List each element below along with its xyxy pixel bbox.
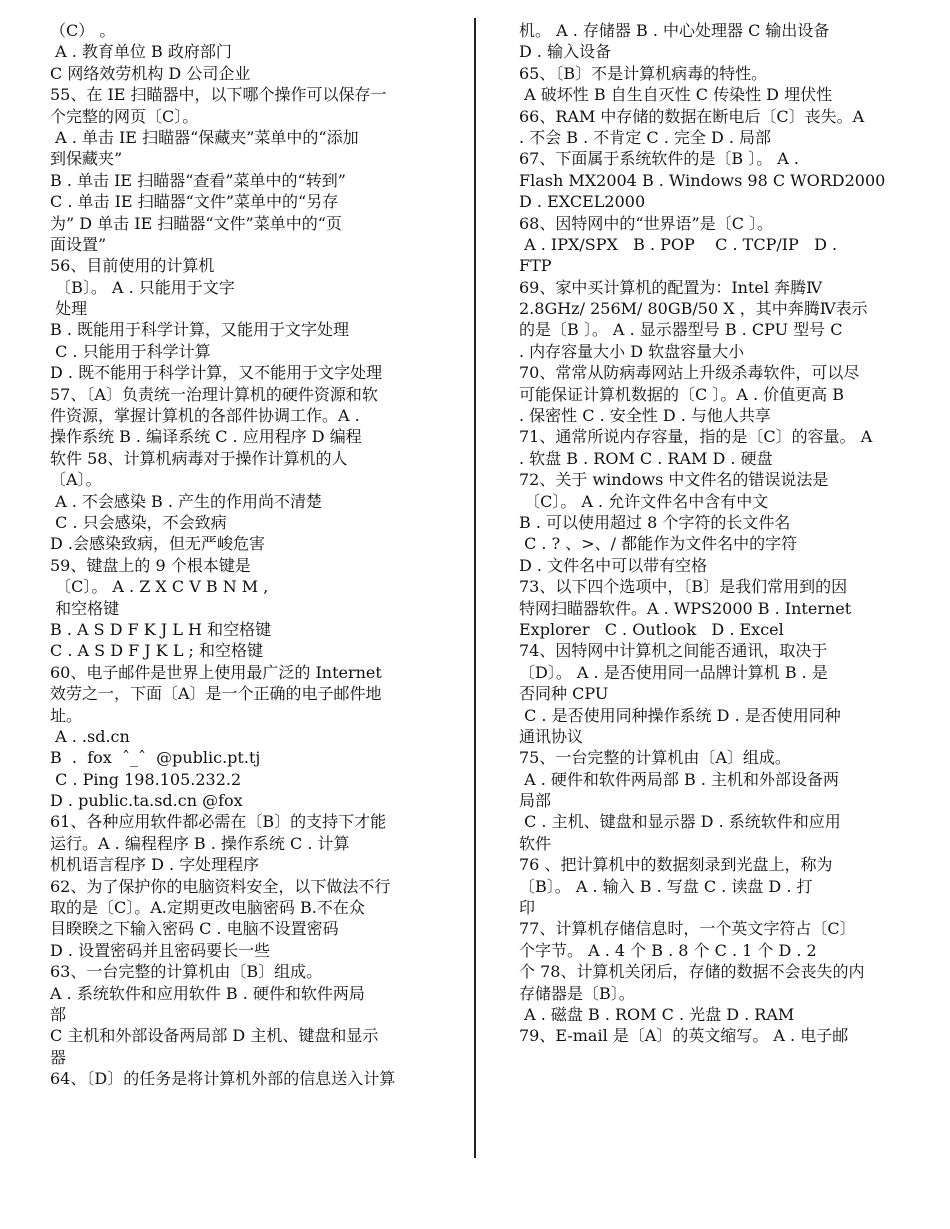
text-line: 65、〔B〕不是计算机病毒的特性。 [519, 63, 768, 83]
text-line: FTP [519, 256, 552, 276]
text-line: A 破坏性 B 自生自灭性 C 传染性 D 埋伏性 [519, 85, 833, 105]
text-line: C . ? 、>、/ 都能作为文件名中的字符 [519, 534, 798, 554]
text-line: 个完整的网页〔C〕。 [50, 106, 199, 126]
text-line: 个 78、计算机关闭后，存储的数据不会丧失的内 [519, 962, 865, 982]
text-line: 处理 [50, 299, 88, 319]
text-line: C . A S D F J K L ; 和空格键 [50, 641, 264, 661]
text-line: 62、为了保护你的电脑资料安全，以下做法不行 [50, 876, 391, 896]
text-line: C . 只会感染，不会致病 [50, 512, 227, 532]
text-line: 73、以下四个选项中，〔B〕是我们常用到的因 [519, 577, 848, 597]
text-line: Explorer C . Outlook D . Excel [519, 619, 784, 639]
text-line: 61、各种应用软件都必需在〔B〕的支持下才能 [50, 812, 387, 832]
text-line: 2.8GHz/ 256M/ 80GB/50 X ，其中奔腾Ⅳ表示 [519, 299, 868, 319]
text-line: 存储器是〔B〕。 [519, 983, 635, 1003]
text-line: 特网扫瞄器软件。A . WPS2000 B . Internet [519, 598, 852, 618]
text-line: . 不会 B . 不肯定 C . 完全 D . 局部 [519, 127, 772, 147]
text-line: 运行。A . 编程程序 B . 操作系统 C . 计算 [50, 833, 350, 853]
text-line: 局部 [519, 791, 552, 811]
text-line: 63、一台完整的计算机由〔B〕组成。 [50, 962, 323, 982]
text-line: 71、通常所说内存容量，指的是〔C〕的容量。 A [519, 427, 873, 447]
text-line: D .会感染致病，但无严峻危害 [50, 534, 266, 554]
text-line: 和空格键 [50, 598, 120, 618]
text-line: 59、键盘上的 9 个根本键是 [50, 555, 251, 575]
text-line: A . 不会感染 B . 产生的作用尚不清楚 [50, 491, 323, 511]
text-line: 件资源，掌握计算机的各部件协调工作。A . [50, 406, 360, 426]
text-line: 66、RAM 中存储的数据在断电后〔C〕丧失。A [519, 106, 865, 126]
text-line: A . 硬件和软件两局部 B . 主机和外部设备两 [519, 769, 840, 789]
text-line: C . 是否使用同种操作系统 D . 是否使用同种 [519, 705, 841, 725]
text-line: A . 磁盘 B . ROM C . 光盘 D . RAM [519, 1004, 795, 1024]
text-line: 74、因特网中计算机之间能否通讯，取决于 [519, 641, 828, 661]
text-line: （C） 。 [50, 21, 116, 40]
text-line: 60、电子邮件是世界上使用最广泛的 Internet [50, 662, 382, 682]
text-line: 79、E-mail 是〔A〕的英文缩写。 A . 电子邮 [519, 1026, 849, 1046]
text-line: 机机语言程序 D . 字处理程序 [50, 855, 260, 875]
text-line: 为” D 单击 IE 扫瞄器“文件”菜单中的“页 [50, 213, 342, 233]
text-line: 〔B〕。 A . 输入 B . 写盘 C . 读盘 D . 打 [519, 876, 813, 896]
text-line: 76 、把计算机中的数据刻录到光盘上，称为 [519, 855, 833, 875]
column-divider [474, 18, 476, 1158]
text-line: 软件 [519, 833, 552, 853]
text-line: A . 单击 IE 扫瞄器“保藏夹”菜单中的“添加 [50, 127, 359, 147]
text-line: 效劳之一，下面〔A〕是一个正确的电子邮件地 [50, 684, 382, 704]
text-line: 软件 58、计算机病毒对于操作计算机的人 [50, 448, 348, 468]
text-line: A . .sd.cn [50, 726, 130, 746]
text-line: 通讯协议 [519, 726, 584, 746]
text-line: 〔D〕。 A . 是否使用同一品牌计算机 B . 是 [519, 662, 828, 682]
text-line: 否同种 CPU [519, 684, 609, 704]
text-line: 57、〔A〕负责统一治理计算机的硬件资源和软 [50, 384, 378, 404]
text-line: 67、下面属于系统软件的是〔B 〕。 A . [519, 149, 800, 169]
text-line: D . 既不能用于科学计算，又不能用于文字处理 [50, 363, 383, 383]
text-line: 个字节。 A . 4 个 B . 8 个 C . 1 个 D . 2 [519, 940, 817, 960]
text-line: 面设置” [50, 234, 107, 254]
text-line: D . public.ta.sd.cn @fox [50, 791, 243, 811]
text-line: C . 单击 IE 扫瞄器“文件”菜单中的“另存 [50, 192, 339, 212]
text-line: C 主机和外部设备两局部 D 主机、键盘和显示 [50, 1026, 379, 1046]
text-line: B . 既能用于科学计算，又能用于文字处理 [50, 320, 350, 340]
text-line: D . EXCEL2000 [519, 192, 646, 212]
text-line: D . 设置密码并且密码要长一些 [50, 940, 271, 960]
text-line: 址。 [50, 705, 83, 725]
text-line: D . 文件名中可以带有空格 [519, 555, 708, 575]
text-line: C 网络效劳机构 D 公司企业 [50, 63, 251, 83]
text-line: . 内存容量大小 D 软盘容量大小 [519, 341, 745, 361]
text-line: 取的是〔C〕。A.定期更改电脑密码 B.不在众 [50, 898, 365, 918]
text-line: 的是〔B 〕。 A . 显示器型号 B . CPU 型号 C [519, 320, 843, 340]
left-column [50, 20, 460, 1090]
text-line: 〔C〕。 A . Z X C V B N M , [50, 577, 269, 597]
text-line: A . 教育单位 B 政府部门 [50, 42, 232, 62]
text-line: 68、因特网中的“世界语”是〔C 〕。 [519, 213, 774, 233]
text-line: . 保密性 C . 安全性 D . 与他人共享 [519, 406, 771, 426]
text-line: 器 [50, 1047, 67, 1067]
text-line: C . 只能用于科学计算 [50, 341, 211, 361]
text-line: 77、计算机存储信息时，一个英文字符占〔C〕 [519, 919, 856, 939]
text-line: B . 单击 IE 扫瞄器“查看”菜单中的“转到” [50, 170, 346, 190]
text-line: 机。 A . 存储器 B . 中心处理器 C 输出设备 [519, 21, 830, 40]
text-line: 70、常常从防病毒网站上升级杀毒软件，可以尽 [519, 363, 860, 383]
text-line: 印 [519, 898, 536, 918]
text-line: C . 主机、键盘和显示器 D . 系统软件和应用 [519, 812, 841, 832]
text-line: 75、一台完整的计算机由〔A〕组成。 [519, 748, 791, 768]
text-line: A . 系统软件和应用软件 B . 硬件和软件两局 [50, 983, 365, 1003]
text-line: A . IPX/SPX B . POP C . TCP/IP D . [519, 234, 838, 254]
text-line: 56、目前使用的计算机 [50, 256, 215, 276]
text-line: 〔C〕。 A . 允许文件名中含有中文 [519, 491, 769, 511]
right-column [519, 20, 909, 1047]
text-line: . 软盘 B . ROM C . RAM D . 硬盘 [519, 448, 773, 468]
text-line: 到保藏夹” [50, 149, 123, 169]
text-line: 部 [50, 1004, 67, 1024]
text-line: 64、〔D〕的任务是将计算机外部的信息送入计算 [50, 1069, 396, 1089]
text-line: 〔B〕。 A . 只能用于文字 [50, 277, 235, 297]
text-line: 72、关于 windows 中文件名的错误说法是 [519, 470, 829, 490]
text-line: 目睽睽之下输入密码 C . 电脑不设置密码 [50, 919, 339, 939]
text-line: 〔A〕。 [50, 470, 102, 490]
text-line: B . 可以使用超过 8 个字符的长文件名 [519, 512, 791, 532]
text-line: Flash MX2004 B . Windows 98 C WORD2000 [519, 170, 886, 190]
text-line: 55、在 IE 扫瞄器中，以下哪个操作可以保存一 [50, 85, 387, 105]
text-line: 可能保证计算机数据的〔C 〕。A . 价值更高 B [519, 384, 844, 404]
text-line: B . A S D F K J L H 和空格键 [50, 619, 272, 639]
text-line: D . 输入设备 [519, 42, 612, 62]
text-line: B . fox ˆ_ˆ @public.pt.tj [50, 748, 261, 768]
text-line: 操作系统 B . 编译系统 C . 应用程序 D 编程 [50, 427, 362, 447]
text-line: 69、家中买计算机的配置为：Intel 奔腾Ⅳ [519, 277, 823, 297]
text-line: C . Ping 198.105.232.2 [50, 769, 242, 789]
